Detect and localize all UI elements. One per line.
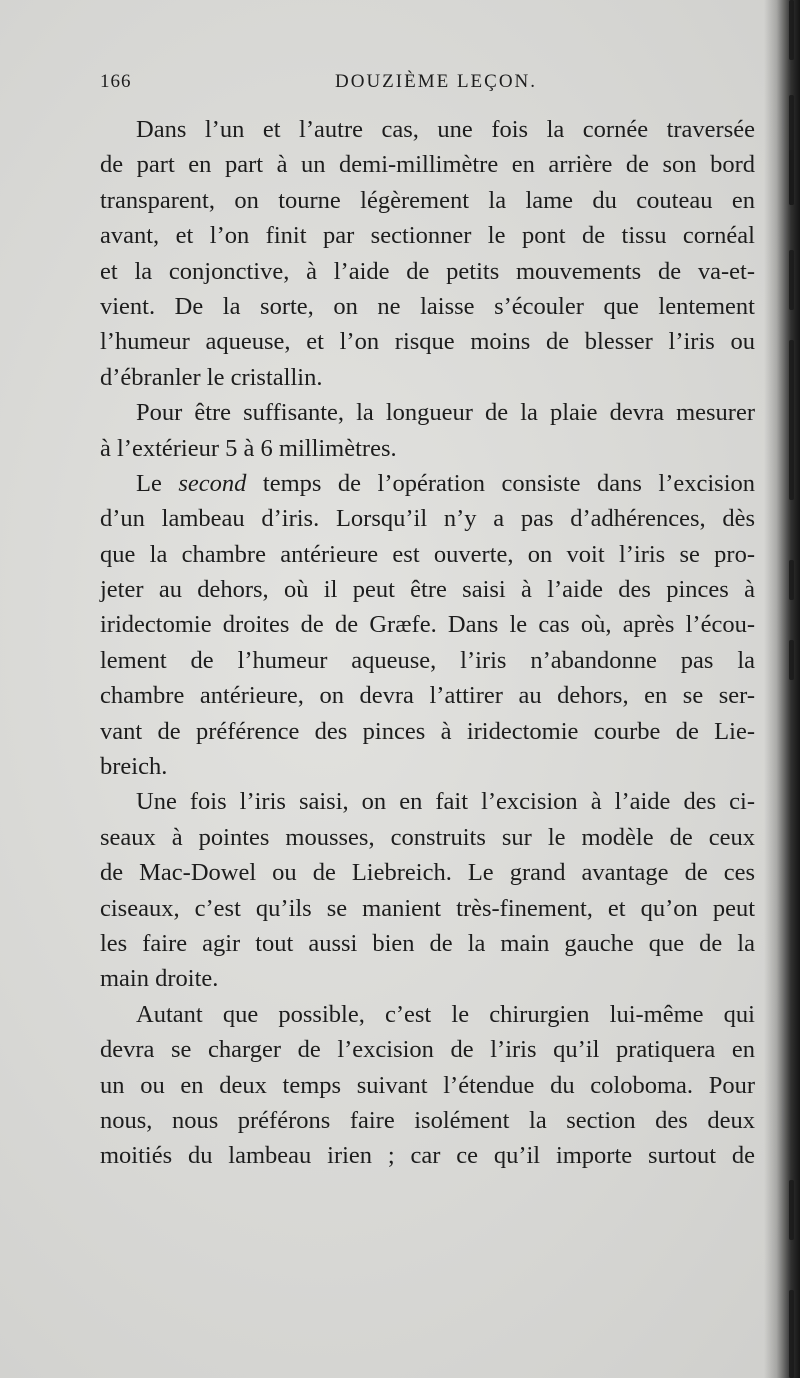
text-remainder: temps de l’opération consiste dans l’excision xyxy=(262,469,756,497)
binding-streak xyxy=(789,640,794,680)
binding-streak xyxy=(789,0,794,60)
text-space xyxy=(246,470,263,497)
text-line: lement de l’humeur aqueuse, l’iris n’abandonne pas la xyxy=(100,646,755,674)
text-line: un ou en deux temps suivant l’étendue du coloboma. Pour xyxy=(100,1071,755,1099)
text-line: moitiés du lambeau irien ; car ce qu’il importe surtout de xyxy=(100,1142,755,1170)
text-line: Pour être suffisante, la longueur de la plaie devra mesurer xyxy=(136,399,755,427)
text-line: d’ébranler le cristallin. xyxy=(100,363,323,391)
binding-streak xyxy=(789,1290,794,1378)
page-number: 166 xyxy=(100,71,132,92)
binding-shadow xyxy=(764,0,800,1378)
text-line: transparent, on tourne légèrement la lame du couteau en xyxy=(100,186,755,214)
text-line: avant, et l’on finit par sectionner le pont de tissu cornéal xyxy=(100,222,755,250)
text-line: Dans l’un et l’autre cas, une fois la cornée traversée xyxy=(136,116,755,143)
emphasis-second: second xyxy=(178,469,247,497)
text-line: les faire agir tout aussi bien de la main gauche que de la xyxy=(100,929,755,957)
binding-streak xyxy=(789,560,794,600)
body-text xyxy=(100,112,755,1174)
text-line: vient. De la sorte, on ne laisse s’écouler que lentement xyxy=(100,292,755,320)
text-line: nous, nous préférons faire isolément la section des deux xyxy=(100,1106,755,1134)
text-line: à l’extérieur 5 à 6 millimètres. xyxy=(100,434,397,462)
text-line: iridectomie droites de de Græfe. Dans le cas où, après l’écou- xyxy=(100,611,755,639)
text-line: main droite. xyxy=(100,965,219,993)
text-line: vant de préférence des pinces à iridectomie courbe de Lie- xyxy=(100,717,755,745)
binding-streak xyxy=(789,150,794,205)
text-line: l’humeur aqueuse, et l’on risque moins de blesser l’iris ou xyxy=(100,328,755,356)
text-line: de part en part à un demi-millimètre en arrière de son bord xyxy=(100,151,755,179)
text-line: devra se charger de l’excision de l’iris qu’il pratiquera en xyxy=(100,1036,755,1064)
binding-streak xyxy=(789,340,794,500)
text-line: jeter au dehors, où il peut être saisi à l’aide des pinces à xyxy=(100,576,755,604)
binding-streak xyxy=(789,250,794,310)
text-line: seaux à pointes mousses, construits sur le modèle de ceux xyxy=(100,823,755,851)
page-header xyxy=(100,71,755,101)
text-line-second-temps xyxy=(100,466,755,501)
binding-streak xyxy=(789,1180,794,1240)
text-line: de Mac-Dowel ou de Liebreich. Le grand avantage de ces xyxy=(100,859,755,887)
text-line: ciseaux, c’est qu’ils se manient très-finement, et qu’on peut xyxy=(100,894,755,922)
running-head: DOUZIÈME LEÇON. xyxy=(335,71,538,92)
text-line: breich. xyxy=(100,753,168,781)
text-line: Autant que possible, c’est le chirurgien lui-même qui xyxy=(136,1000,755,1028)
text-line: d’un lambeau d’iris. Lorsqu’il n’y a pas d’adhérences, dès xyxy=(100,505,755,533)
text-line: chambre antérieure, on devra l’attirer au dehors, en se ser- xyxy=(100,682,755,710)
text-line: Une fois l’iris saisi, on en fait l’excision à l’aide des ci- xyxy=(136,788,755,816)
text-prefix: Le xyxy=(136,469,179,497)
text-line: que la chambre antérieure est ouverte, on voit l’iris se pro- xyxy=(100,540,755,568)
text-line: et la conjonctive, à l’aide de petits mouvements de va-et- xyxy=(100,257,755,285)
